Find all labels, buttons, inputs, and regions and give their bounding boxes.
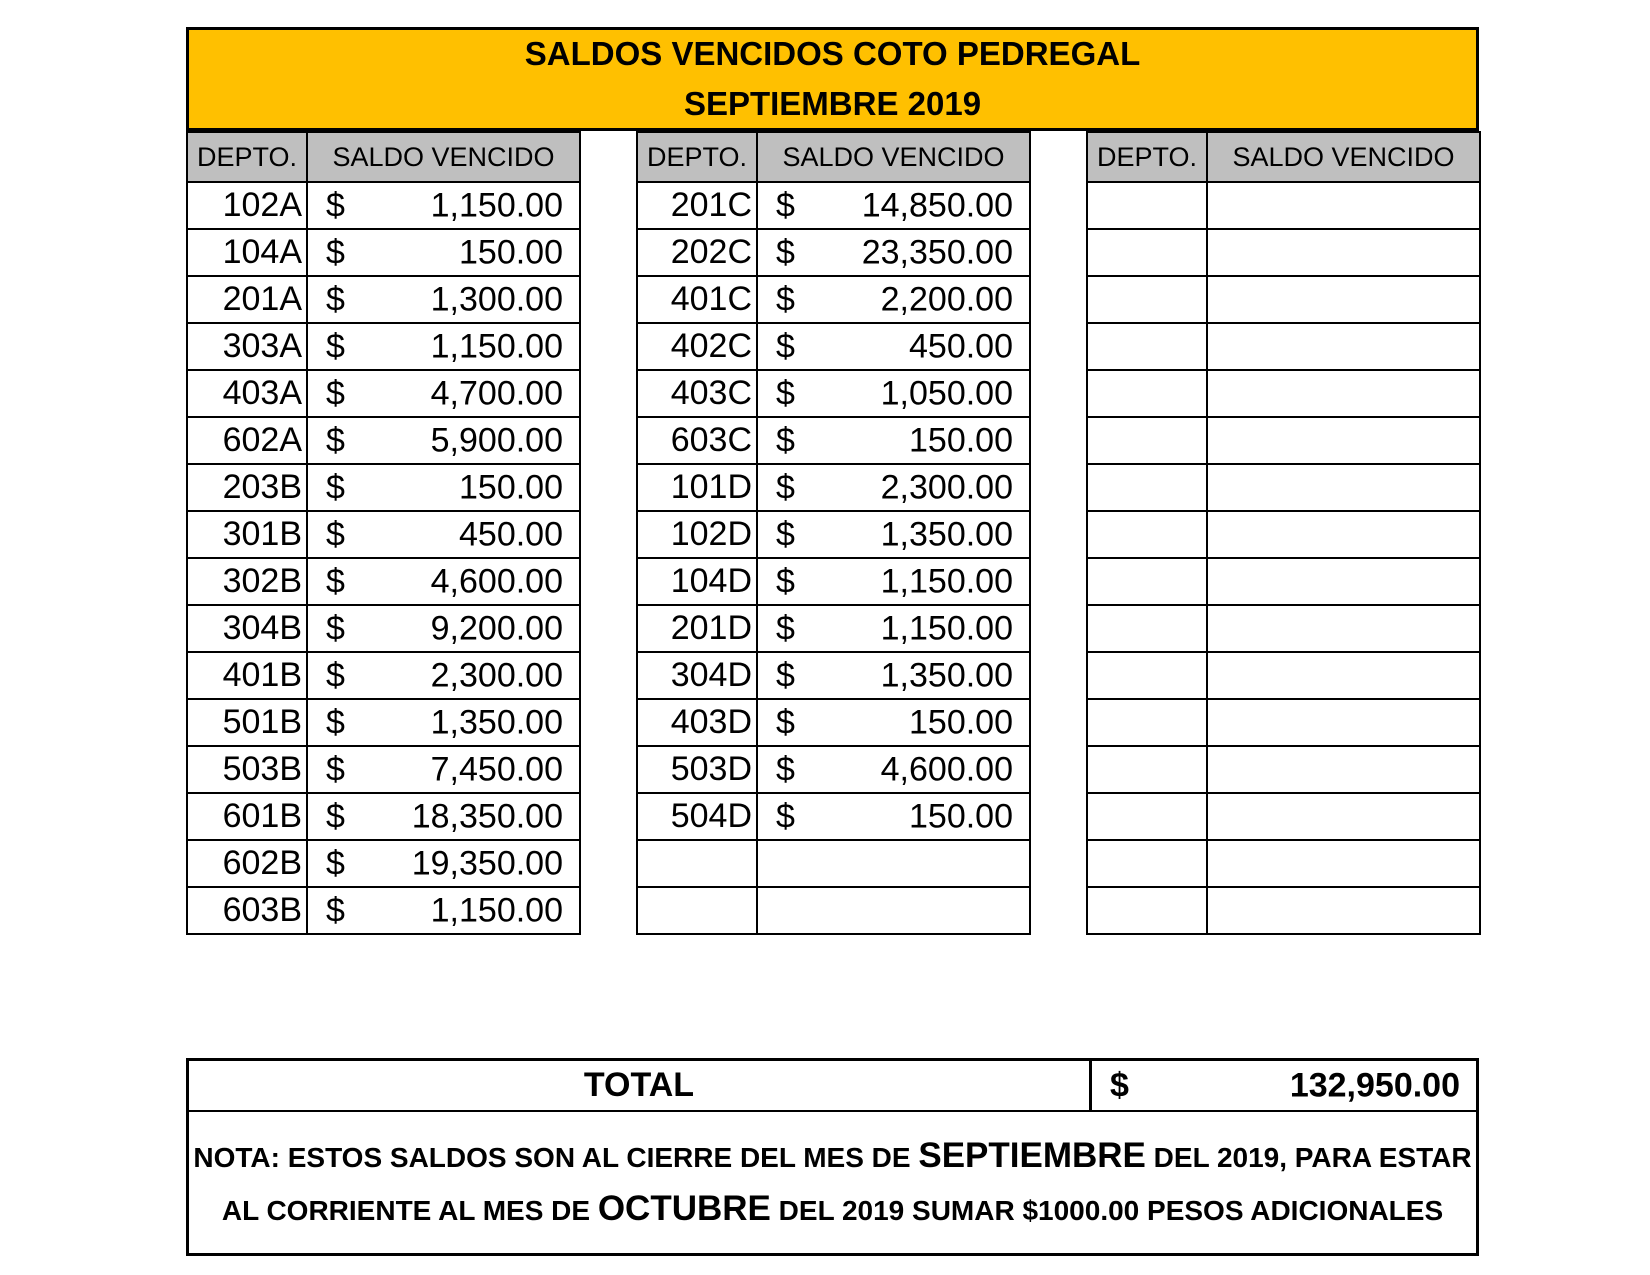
saldo-cell [757, 464, 1030, 511]
depto-cell [1087, 558, 1207, 605]
table-row [637, 558, 1030, 605]
currency-symbol: $ [776, 609, 795, 647]
currency-symbol: $ [776, 280, 795, 318]
saldo-cell [757, 887, 1030, 934]
saldo-cell [307, 370, 580, 417]
saldo-value: 450.00 [909, 327, 1013, 365]
depto-cell: 304B [187, 605, 307, 652]
saldo-value: 1,350.00 [880, 656, 1013, 694]
depto-cell: 104A [187, 229, 307, 276]
saldo-cell [307, 276, 580, 323]
saldo-cell [757, 323, 1030, 370]
title-line-1: SALDOS VENCIDOS COTO PEDREGAL [524, 35, 1141, 72]
saldo-value: 1,150.00 [880, 562, 1013, 600]
table-row [1087, 605, 1480, 652]
table-row [637, 229, 1030, 276]
table-row [187, 746, 580, 793]
currency-symbol: $ [776, 750, 795, 788]
table-row [1087, 887, 1480, 934]
table-row [187, 229, 580, 276]
saldo-value: 2,300.00 [880, 468, 1013, 506]
table-row [187, 652, 580, 699]
saldo-cell [757, 182, 1030, 229]
depto-cell: 401C [637, 276, 757, 323]
currency-symbol: $ [326, 891, 345, 929]
saldo-cell [307, 840, 580, 887]
table-row [637, 323, 1030, 370]
balance-table-3 [1086, 131, 1481, 935]
currency-symbol: $ [326, 750, 345, 788]
saldo-cell [1207, 699, 1480, 746]
depto-cell: 503D [637, 746, 757, 793]
saldo-cell [757, 840, 1030, 887]
depto-cell [1087, 699, 1207, 746]
depto-cell: 602B [187, 840, 307, 887]
saldo-value: 14,850.00 [861, 186, 1013, 224]
currency-symbol: $ [326, 374, 345, 412]
table-row [187, 840, 580, 887]
currency-symbol: $ [326, 421, 345, 459]
saldo-cell [307, 652, 580, 699]
saldo-value: 2,200.00 [880, 280, 1013, 318]
currency-symbol: $ [776, 468, 795, 506]
depto-cell: 402C [637, 323, 757, 370]
saldo-value: 1,350.00 [430, 703, 563, 741]
table-row [637, 699, 1030, 746]
saldo-cell [1207, 840, 1480, 887]
total-amount: 132,950.00 [1289, 1066, 1460, 1104]
depto-cell: 301B [187, 511, 307, 558]
currency-symbol: $ [326, 515, 345, 553]
depto-cell: 403D [637, 699, 757, 746]
depto-cell: 302B [187, 558, 307, 605]
saldo-value: 1,050.00 [880, 374, 1013, 412]
depto-cell [1087, 229, 1207, 276]
depto-header: DEPTO. [637, 132, 757, 182]
currency-symbol: $ [776, 233, 795, 271]
currency-symbol: $ [326, 609, 345, 647]
depto-cell: 101D [637, 464, 757, 511]
depto-cell: 201C [637, 182, 757, 229]
saldo-cell [1207, 417, 1480, 464]
table-row [637, 370, 1030, 417]
table-row [1087, 464, 1480, 511]
table-row [187, 276, 580, 323]
table-row [187, 323, 580, 370]
depto-cell: 202C [637, 229, 757, 276]
saldo-value: 1,150.00 [430, 186, 563, 224]
saldo-cell [1207, 182, 1480, 229]
table-row [1087, 511, 1480, 558]
depto-cell [1087, 276, 1207, 323]
saldo-cell [1207, 229, 1480, 276]
depto-cell: 203B [187, 464, 307, 511]
report-title [186, 27, 1479, 131]
saldo-cell [1207, 276, 1480, 323]
saldo-cell [1207, 511, 1480, 558]
saldo-value: 1,150.00 [430, 327, 563, 365]
saldo-cell [1207, 464, 1480, 511]
depto-header: DEPTO. [187, 132, 307, 182]
depto-cell [1087, 370, 1207, 417]
saldo-value: 4,600.00 [430, 562, 563, 600]
currency-symbol: $ [776, 515, 795, 553]
total-label: TOTAL [189, 1061, 1092, 1110]
currency-symbol: $ [326, 280, 345, 318]
saldo-cell [307, 887, 580, 934]
currency-symbol: $ [326, 468, 345, 506]
depto-cell [1087, 840, 1207, 887]
note-line-1 [189, 1130, 1476, 1183]
table-row [637, 840, 1030, 887]
saldo-cell [757, 370, 1030, 417]
table-row [1087, 652, 1480, 699]
depto-cell: 603C [637, 417, 757, 464]
saldo-cell [307, 417, 580, 464]
currency-symbol: $ [776, 797, 795, 835]
saldo-cell [307, 511, 580, 558]
title-line-2: SEPTIEMBRE 2019 [683, 85, 982, 122]
saldo-cell [757, 652, 1030, 699]
depto-cell: 303A [187, 323, 307, 370]
saldo-value: 2,300.00 [430, 656, 563, 694]
note-line-2 [189, 1183, 1476, 1236]
depto-cell [1087, 323, 1207, 370]
saldo-cell [757, 699, 1030, 746]
table-row [1087, 370, 1480, 417]
saldo-value: 7,450.00 [430, 750, 563, 788]
depto-cell: 201D [637, 605, 757, 652]
table-row [187, 605, 580, 652]
table-row [637, 746, 1030, 793]
table-row [637, 276, 1030, 323]
note-text: AL CORRIENTE AL MES DE [221, 1195, 598, 1226]
currency-symbol: $ [326, 186, 345, 224]
depto-cell [1087, 417, 1207, 464]
saldo-cell [307, 605, 580, 652]
saldo-cell [757, 746, 1030, 793]
depto-cell [1087, 511, 1207, 558]
saldo-cell [757, 605, 1030, 652]
table-row [637, 182, 1030, 229]
table-row [1087, 558, 1480, 605]
depto-cell [1087, 464, 1207, 511]
table-row [187, 793, 580, 840]
saldo-cell [1207, 558, 1480, 605]
table-row [187, 370, 580, 417]
depto-cell: 503B [187, 746, 307, 793]
depto-cell [1087, 793, 1207, 840]
saldo-cell [307, 182, 580, 229]
saldo-cell [757, 417, 1030, 464]
currency-symbol: $ [1110, 1066, 1129, 1104]
saldo-cell [307, 746, 580, 793]
table-row [637, 887, 1030, 934]
currency-symbol: $ [326, 797, 345, 835]
saldo-value: 150.00 [909, 797, 1013, 835]
table-row [187, 417, 580, 464]
saldo-cell [757, 229, 1030, 276]
saldo-value: 9,200.00 [430, 609, 563, 647]
table-row [1087, 276, 1480, 323]
depto-header: DEPTO. [1087, 132, 1207, 182]
saldo-value: 23,350.00 [861, 233, 1013, 271]
total-row [186, 1058, 1479, 1112]
saldo-header: SALDO VENCIDO [307, 132, 580, 182]
saldo-value: 19,350.00 [411, 844, 563, 882]
table-row [1087, 746, 1480, 793]
saldo-value: 18,350.00 [411, 797, 563, 835]
total-amount-cell [1092, 1061, 1476, 1110]
table-row [1087, 323, 1480, 370]
table-row [637, 605, 1030, 652]
saldo-value: 5,900.00 [430, 421, 563, 459]
saldo-cell [1207, 370, 1480, 417]
depto-cell [637, 887, 757, 934]
currency-symbol: $ [776, 656, 795, 694]
table-row [187, 182, 580, 229]
currency-symbol: $ [326, 656, 345, 694]
depto-cell: 501B [187, 699, 307, 746]
depto-cell: 102A [187, 182, 307, 229]
saldo-value: 1,150.00 [430, 891, 563, 929]
saldo-value: 150.00 [909, 703, 1013, 741]
depto-cell: 601B [187, 793, 307, 840]
table-row [1087, 417, 1480, 464]
depto-cell: 304D [637, 652, 757, 699]
saldo-cell [757, 511, 1030, 558]
currency-symbol: $ [776, 374, 795, 412]
currency-symbol: $ [776, 327, 795, 365]
table-row [1087, 182, 1480, 229]
saldo-cell [1207, 887, 1480, 934]
depto-cell [1087, 605, 1207, 652]
saldo-value: 450.00 [459, 515, 563, 553]
note [186, 1112, 1479, 1256]
saldo-value: 1,300.00 [430, 280, 563, 318]
table-row [187, 699, 580, 746]
saldo-cell [757, 793, 1030, 840]
depto-cell [1087, 887, 1207, 934]
note-text: NOTA: ESTOS SALDOS SON AL CIERRE DEL MES DE [193, 1142, 919, 1173]
depto-cell: 603B [187, 887, 307, 934]
depto-cell: 401B [187, 652, 307, 699]
table-row [1087, 699, 1480, 746]
saldo-cell [1207, 793, 1480, 840]
table-row [637, 464, 1030, 511]
saldo-value: 150.00 [459, 468, 563, 506]
saldo-cell [1207, 605, 1480, 652]
depto-cell: 102D [637, 511, 757, 558]
depto-cell [1087, 652, 1207, 699]
saldo-cell [307, 793, 580, 840]
saldo-value: 4,600.00 [880, 750, 1013, 788]
table-row [637, 511, 1030, 558]
saldo-cell [757, 558, 1030, 605]
depto-cell: 201A [187, 276, 307, 323]
saldo-value: 150.00 [909, 421, 1013, 459]
depto-cell: 602A [187, 417, 307, 464]
currency-symbol: $ [326, 233, 345, 271]
table-row [187, 558, 580, 605]
table-row [637, 652, 1030, 699]
table-row [187, 464, 580, 511]
currency-symbol: $ [776, 186, 795, 224]
table-row [1087, 793, 1480, 840]
note-text: DEL 2019 SUMAR $1000.00 PESOS ADICIONALES [770, 1195, 1444, 1226]
saldo-cell [1207, 323, 1480, 370]
depto-cell: 403C [637, 370, 757, 417]
balance-table-2 [636, 131, 1031, 935]
depto-cell [1087, 746, 1207, 793]
balance-table-1 [186, 131, 581, 935]
depto-cell: 403A [187, 370, 307, 417]
saldo-cell [757, 276, 1030, 323]
depto-cell [1087, 182, 1207, 229]
currency-symbol: $ [776, 703, 795, 741]
depto-cell [637, 840, 757, 887]
saldo-cell [1207, 746, 1480, 793]
saldo-value: 150.00 [459, 233, 563, 271]
saldo-cell [307, 699, 580, 746]
table-row [187, 511, 580, 558]
table-row [1087, 229, 1480, 276]
saldo-value: 1,350.00 [880, 515, 1013, 553]
saldo-value: 4,700.00 [430, 374, 563, 412]
saldo-cell [307, 558, 580, 605]
saldo-header: SALDO VENCIDO [1207, 132, 1480, 182]
depto-cell: 504D [637, 793, 757, 840]
currency-symbol: $ [326, 562, 345, 600]
table-row [1087, 840, 1480, 887]
saldo-cell [307, 229, 580, 276]
table-row [187, 887, 580, 934]
depto-cell: 104D [637, 558, 757, 605]
currency-symbol: $ [776, 421, 795, 459]
note-month-2: OCTUBRE [597, 1189, 771, 1228]
saldo-cell [307, 464, 580, 511]
table-row [637, 417, 1030, 464]
currency-symbol: $ [326, 327, 345, 365]
saldo-cell [1207, 652, 1480, 699]
saldo-cell [307, 323, 580, 370]
table-row [637, 793, 1030, 840]
currency-symbol: $ [326, 703, 345, 741]
note-text: DEL 2019, PARA ESTAR [1145, 1142, 1472, 1173]
saldo-value: 1,150.00 [880, 609, 1013, 647]
saldo-header: SALDO VENCIDO [757, 132, 1030, 182]
currency-symbol: $ [326, 844, 345, 882]
currency-symbol: $ [776, 562, 795, 600]
note-month-1: SEPTIEMBRE [918, 1136, 1146, 1175]
